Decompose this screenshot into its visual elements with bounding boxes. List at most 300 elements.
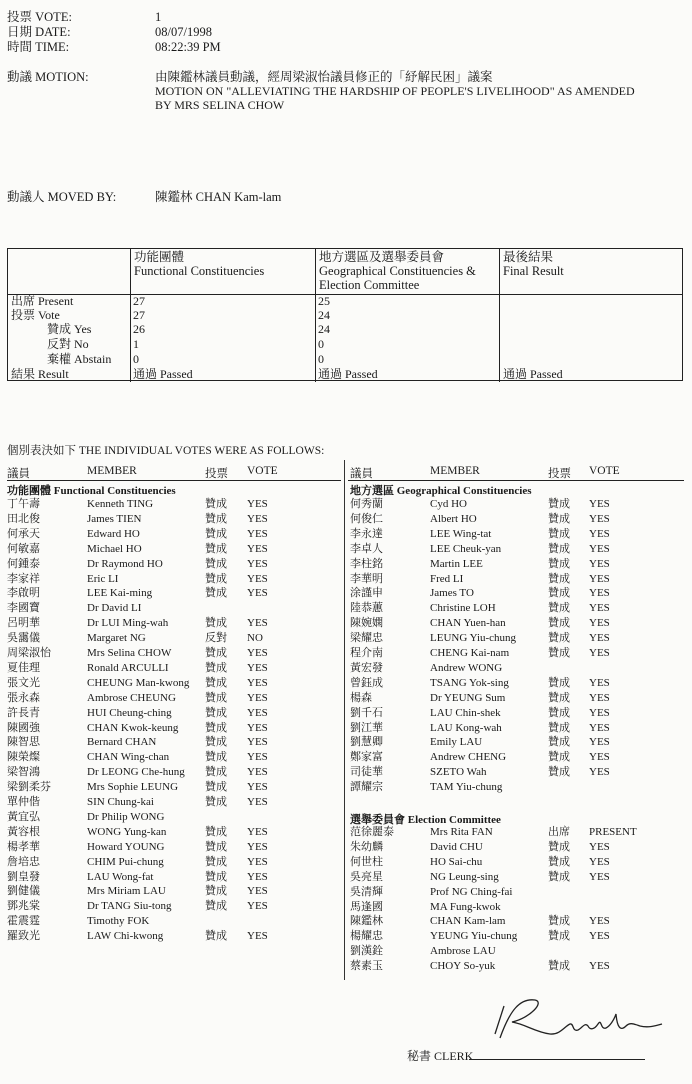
member-name-zh: 何承天: [7, 527, 40, 540]
member-name-zh: 司徒華: [350, 766, 383, 779]
gc-abstain: 0: [318, 352, 324, 366]
member-name-zh: 梁智鴻: [7, 766, 40, 779]
motion-title-en-cont: BY MRS SELINA CHOW: [155, 98, 285, 112]
member-name-en: Mrs Sophie LEUNG: [87, 781, 179, 794]
gc-vote: 24: [318, 308, 330, 322]
member-name-en: Mrs Miriam LAU: [87, 885, 166, 898]
member-name-en: Kenneth TING: [87, 498, 154, 510]
member-name-zh: 楊森: [350, 691, 372, 704]
member-name-zh: 馬逢國: [350, 900, 383, 913]
vote-row: [0, 542, 692, 557]
member-name-zh: 劉千石: [350, 706, 383, 719]
vote-en: YES: [247, 542, 268, 555]
col-fc-en: Functional Constituencies: [134, 264, 265, 278]
fc-result: 通過 Passed: [133, 367, 193, 381]
vote-en: YES: [247, 587, 268, 600]
member-name-en: SIN Chung-kai: [87, 796, 154, 808]
col-gc-en: Geographical Constituencies &: [319, 264, 476, 278]
vote-zh: 贊成: [548, 587, 570, 600]
right-col-member-zh: 議員: [350, 468, 373, 480]
vote-zh: 贊成: [205, 557, 227, 570]
member-name-en: TAM Yiu-chung: [430, 781, 503, 794]
vote-en: YES: [247, 706, 268, 719]
member-name-en: LEE Cheuk-yan: [430, 542, 502, 555]
vote-row: [0, 870, 692, 885]
vote-row: [0, 676, 692, 691]
member-name-en: Mrs Selina CHOW: [87, 647, 172, 659]
member-name-en: LAW Chi-kwong: [87, 930, 164, 943]
vote-en: YES: [247, 527, 268, 540]
clerk-signature-line: [469, 1059, 645, 1060]
vote-row: [0, 855, 692, 870]
final-result: 通過 Passed: [503, 367, 563, 381]
vote-zh: 贊成: [205, 855, 227, 868]
member-name-zh: 梁劉柔芬: [7, 781, 51, 794]
column-divider: [130, 248, 131, 382]
vote-zh: 贊成: [548, 840, 570, 853]
vote-en: YES: [589, 706, 610, 719]
right-col-vote-en: VOTE: [589, 465, 620, 477]
member-name-zh: 李華明: [350, 572, 383, 585]
gc-present: 25: [318, 294, 330, 308]
vote-en: YES: [247, 825, 268, 838]
motion-title-zh: 由陳鑑林議員動議，經周梁淑怡議員修正的「紓解民困」議案: [155, 70, 493, 84]
member-name-zh: 劉健儀: [7, 885, 40, 898]
vote-row: [0, 706, 692, 721]
member-name-zh: 陳婉嫻: [350, 617, 383, 630]
member-name-zh: 劉江華: [350, 721, 383, 734]
vote-en: YES: [589, 915, 610, 928]
vote-zh: 贊成: [548, 647, 570, 659]
vote-zh: 出席: [548, 826, 570, 838]
gc-yes: 24: [318, 322, 330, 336]
member-name-zh: 陸恭蕙: [350, 602, 383, 615]
member-name-en: NG Leung-sing: [430, 870, 499, 883]
vote-zh: 贊成: [548, 870, 570, 883]
vote-en: YES: [247, 870, 268, 883]
date-value: 08/07/1998: [155, 25, 212, 39]
vote-en: YES: [589, 498, 610, 510]
member-name-en: LAU Wong-fat: [87, 870, 154, 883]
vote-zh: 贊成: [205, 527, 227, 540]
vote-row: [0, 601, 692, 616]
vote-row: [0, 527, 692, 542]
member-name-en: CHEUNG Man-kwong: [87, 676, 190, 689]
col-gc-en-cont: Election Committee: [319, 278, 420, 292]
vote-en: YES: [247, 557, 268, 570]
vote-zh: 贊成: [548, 632, 570, 645]
member-name-zh: 鄭家富: [350, 751, 383, 764]
vote-en: YES: [247, 751, 268, 764]
vote-en: YES: [247, 840, 268, 853]
vote-en: YES: [589, 766, 610, 779]
member-name-zh: 何世柱: [350, 855, 383, 868]
vote-zh: 反對: [205, 632, 227, 645]
right-group-heading: 地方選區 Geographical Constituencies: [350, 485, 532, 497]
motion-label: 動議 MOTION:: [7, 70, 89, 84]
vote-row: [0, 661, 692, 676]
member-name-zh: 許長青: [7, 706, 40, 719]
row-yes-label: 贊成 Yes: [47, 322, 92, 336]
right-col-member-en: MEMBER: [430, 465, 480, 477]
member-name-zh: 劉漢銓: [350, 945, 383, 958]
vote-row: [0, 900, 692, 915]
vote-en: YES: [589, 602, 610, 615]
member-name-zh: 曾鈺成: [350, 676, 383, 689]
vote-en: YES: [247, 721, 268, 734]
vote-en: YES: [589, 721, 610, 734]
member-name-zh: 吳靄儀: [7, 632, 40, 645]
vote-en: PRESENT: [589, 826, 637, 838]
vote-en: YES: [247, 676, 268, 689]
member-name-zh: 楊耀忠: [350, 930, 383, 943]
left-col-vote-en: VOTE: [247, 465, 278, 477]
vote-en: YES: [247, 498, 268, 510]
vote-zh: 贊成: [548, 617, 570, 630]
member-name-zh: 何敏嘉: [7, 542, 40, 555]
gc-result: 通過 Passed: [318, 367, 378, 381]
member-name-zh: 鄧兆棠: [7, 900, 40, 913]
member-name-en: Margaret NG: [87, 632, 146, 645]
member-name-en: CHIM Pui-chung: [87, 855, 164, 868]
row-abstain-label: 棄權 Abstain: [47, 352, 112, 366]
vote-zh: 贊成: [548, 557, 570, 570]
vote-zh: 贊成: [548, 855, 570, 868]
vote-row: [0, 691, 692, 706]
member-name-zh: 陳鑑林: [350, 915, 383, 928]
vote-zh: 贊成: [205, 587, 227, 600]
gc-no: 0: [318, 337, 324, 351]
member-name-en: YEUNG Yiu-chung: [430, 930, 518, 943]
vote-zh: 贊成: [205, 676, 227, 689]
member-name-zh: 涂謹申: [350, 587, 383, 600]
vote-en: YES: [589, 617, 610, 630]
vote-zh: 贊成: [548, 527, 570, 540]
vote-en: YES: [589, 632, 610, 645]
vote-row: [0, 765, 692, 780]
member-name-zh: 羅致光: [7, 930, 40, 943]
vote-row: [0, 616, 692, 631]
vote-en: YES: [589, 542, 610, 555]
member-name-en: Andrew WONG: [430, 661, 503, 674]
member-name-en: Dr LUI Ming-wah: [87, 617, 169, 630]
vote-row: [0, 914, 692, 929]
vote-zh: 贊成: [548, 751, 570, 764]
vote-zh: 贊成: [205, 498, 227, 510]
vote-en: YES: [589, 930, 610, 943]
time-label: 時間 TIME:: [7, 40, 70, 54]
left-col-member-zh: 議員: [7, 468, 30, 480]
vote-en: YES: [247, 796, 268, 808]
row-result-label: 結果 Result: [11, 367, 69, 381]
row-no-label: 反對 No: [47, 337, 89, 351]
vote-zh: 贊成: [548, 766, 570, 779]
vote-zh: 贊成: [205, 796, 227, 808]
col-gc-zh: 地方選區及選舉委員會: [319, 250, 445, 264]
member-name-en: MA Fung-kwok: [430, 900, 501, 913]
column-divider: [315, 248, 316, 382]
member-name-en: SZETO Wah: [430, 766, 487, 779]
vote-zh: 贊成: [205, 751, 227, 764]
member-name-en: LEE Wing-tat: [430, 527, 492, 540]
col-fc-zh: 功能團體: [134, 250, 185, 264]
member-name-zh: 李啟明: [7, 587, 40, 600]
vote-row: [0, 795, 692, 810]
vote-row: [0, 646, 692, 661]
moved-by-label: 動議人 MOVED BY:: [7, 190, 117, 204]
member-name-en: CHAN Wing-chan: [87, 751, 170, 764]
fc-no: 1: [133, 337, 139, 351]
member-name-zh: 陳榮燦: [7, 751, 40, 764]
member-name-zh: 何鍾泰: [7, 557, 40, 570]
vote-zh: 贊成: [205, 617, 227, 630]
vote-row: [0, 944, 692, 959]
member-name-en: LEUNG Yiu-chung: [430, 632, 517, 645]
right-group2-heading: 選舉委員會 Election Committee: [350, 814, 501, 826]
member-name-zh: 黃宜弘: [7, 810, 40, 823]
vote-zh: 贊成: [205, 930, 227, 943]
member-name-zh: 何俊仁: [350, 512, 383, 525]
vote-en: YES: [589, 870, 610, 883]
member-name-zh: 吳清輝: [350, 885, 383, 898]
vote-zh: 贊成: [205, 900, 227, 913]
member-name-zh: 程介南: [350, 647, 383, 659]
vote-zh: 贊成: [205, 691, 227, 704]
vote-zh: 贊成: [548, 542, 570, 555]
member-name-zh: 呂明華: [7, 617, 40, 630]
member-name-zh: 蔡素玉: [350, 960, 383, 973]
member-name-zh: 李柱銘: [350, 557, 383, 570]
member-name-en: Dr LEONG Che-hung: [87, 766, 185, 779]
member-name-en: LAU Chin-shek: [430, 706, 501, 719]
member-name-zh: 李家祥: [7, 572, 40, 585]
vote-en: YES: [247, 691, 268, 704]
column-divider: [499, 248, 500, 382]
member-name-en: Dr Philip WONG: [87, 810, 165, 823]
member-name-en: James TIEN: [87, 512, 142, 525]
member-name-en: CHENG Kai-nam: [430, 647, 510, 659]
vote-row: [0, 825, 692, 840]
member-name-zh: 梁耀忠: [350, 632, 383, 645]
member-name-zh: 劉皇發: [7, 870, 40, 883]
vote-en: YES: [247, 855, 268, 868]
vote-row: [0, 497, 692, 512]
member-name-en: CHAN Kwok-keung: [87, 721, 179, 734]
member-name-en: Andrew CHENG: [430, 751, 507, 764]
vote-row: [0, 840, 692, 855]
right-header-rule: [348, 480, 684, 481]
vote-zh: 贊成: [548, 512, 570, 525]
left-col-member-en: MEMBER: [87, 465, 137, 477]
motion-title-en: MOTION ON "ALLEVIATING THE HARDSHIP OF PEOPLE'S LIVELIHOOD" AS AMENDED: [155, 84, 635, 98]
vote-en: YES: [247, 766, 268, 779]
member-name-zh: 何秀蘭: [350, 498, 383, 510]
member-name-zh: 譚耀宗: [350, 781, 383, 794]
vote-row: [0, 750, 692, 765]
row-present-label: 出席 Present: [11, 294, 74, 308]
member-name-en: Timothy FOK: [87, 915, 150, 928]
member-name-zh: 楊孝華: [7, 840, 40, 853]
vote-zh: 贊成: [205, 647, 227, 659]
fc-abstain: 0: [133, 352, 139, 366]
member-name-en: David CHU: [430, 840, 483, 853]
member-name-en: Prof NG Ching-fai: [430, 885, 513, 898]
vote-value: 1: [155, 10, 162, 24]
vote-zh: 贊成: [205, 721, 227, 734]
vote-zh: 贊成: [205, 781, 227, 794]
member-name-zh: 范徐麗泰: [350, 826, 394, 838]
member-name-en: CHOY So-yuk: [430, 960, 496, 973]
vote-en: YES: [589, 647, 610, 659]
member-name-en: Fred LI: [430, 572, 464, 585]
member-name-zh: 霍震霆: [7, 915, 40, 928]
right-col-vote-zh: 投票: [548, 468, 571, 480]
vote-zh: 贊成: [548, 721, 570, 734]
member-name-en: TSANG Yok-sing: [430, 676, 509, 689]
clerk-label: 秘書 CLERK: [407, 1049, 474, 1063]
vote-label: 投票 VOTE:: [7, 10, 72, 24]
summary-table: [7, 248, 683, 382]
left-header-rule: [7, 480, 341, 481]
member-name-en: Dr David LI: [87, 602, 142, 615]
vote-en: YES: [247, 930, 268, 943]
member-name-en: Dr TANG Siu-tong: [87, 900, 172, 913]
member-name-en: LAU Kong-wah: [430, 721, 502, 734]
member-name-zh: 李國寶: [7, 602, 40, 615]
vote-row: [0, 735, 692, 750]
vote-en: YES: [247, 900, 268, 913]
vote-zh: 贊成: [548, 930, 570, 943]
member-name-en: Ronald ARCULLI: [87, 661, 169, 674]
member-name-en: Dr YEUNG Sum: [430, 691, 506, 704]
member-name-en: Eric LI: [87, 572, 119, 585]
vote-row: [0, 885, 692, 900]
vote-row: [0, 512, 692, 527]
vote-row: [0, 959, 692, 974]
member-name-en: CHAN Yuen-han: [430, 617, 506, 630]
vote-row: [0, 721, 692, 736]
vote-row: [0, 929, 692, 944]
member-name-zh: 周梁淑怡: [7, 647, 51, 659]
member-name-zh: 劉慧卿: [350, 736, 383, 749]
vote-en: YES: [589, 840, 610, 853]
member-name-zh: 張文光: [7, 676, 40, 689]
left-group-heading: 功能團體 Functional Constituencies: [7, 485, 176, 497]
member-name-en: Martin LEE: [430, 557, 483, 570]
vote-zh: 贊成: [205, 542, 227, 555]
vote-en: YES: [247, 512, 268, 525]
member-name-en: WONG Yung-kan: [87, 825, 167, 838]
vote-zh: 贊成: [548, 676, 570, 689]
vote-zh: 贊成: [205, 885, 227, 898]
member-name-zh: 陳國強: [7, 721, 40, 734]
vote-en: YES: [247, 617, 268, 630]
member-name-en: Michael HO: [87, 542, 142, 555]
vote-zh: 贊成: [205, 512, 227, 525]
vote-zh: 贊成: [205, 572, 227, 585]
member-name-zh: 李永達: [350, 527, 383, 540]
member-name-en: CHAN Kam-lam: [430, 915, 506, 928]
member-name-en: Dr Raymond HO: [87, 557, 163, 570]
vote-en: YES: [589, 855, 610, 868]
vote-zh: 贊成: [548, 706, 570, 719]
fc-yes: 26: [133, 322, 145, 336]
member-name-zh: 詹培忠: [7, 855, 40, 868]
member-name-zh: 張永森: [7, 691, 40, 704]
vote-en: YES: [589, 691, 610, 704]
vote-en: YES: [589, 572, 610, 585]
fc-vote: 27: [133, 308, 145, 322]
member-name-en: Bernard CHAN: [87, 736, 157, 749]
member-name-zh: 吳亮星: [350, 870, 383, 883]
moved-by-value: 陳鑑林 CHAN Kam-lam: [155, 190, 282, 204]
clerk-signature: [490, 990, 665, 1045]
votes-intro: 個別表決如下 THE INDIVIDUAL VOTES WERE AS FOLLOWS:: [7, 445, 325, 457]
time-value: 08:22:39 PM: [155, 40, 221, 54]
vote-zh: 贊成: [548, 736, 570, 749]
vote-en: YES: [247, 661, 268, 674]
col-final-zh: 最後結果: [503, 250, 554, 264]
member-name-en: Albert HO: [430, 512, 477, 525]
member-name-en: Ambrose CHEUNG: [87, 691, 176, 704]
vote-zh: 贊成: [548, 960, 570, 973]
member-name-zh: 單仲偕: [7, 796, 40, 808]
vote-row: [0, 557, 692, 572]
member-name-en: Ambrose LAU: [430, 945, 496, 958]
vote-row: [0, 631, 692, 646]
member-name-en: HO Sai-chu: [430, 855, 483, 868]
member-name-en: James TO: [430, 587, 474, 600]
vote-en: YES: [589, 587, 610, 600]
vote-en: YES: [589, 751, 610, 764]
left-col-vote-zh: 投票: [205, 468, 228, 480]
vote-zh: 贊成: [205, 870, 227, 883]
fc-present: 27: [133, 294, 145, 308]
vote-en: YES: [589, 960, 610, 973]
vote-zh: 贊成: [205, 661, 227, 674]
member-name-en: LEE Kai-ming: [87, 587, 153, 600]
member-name-zh: 黃容根: [7, 825, 40, 838]
member-name-zh: 黃宏發: [350, 661, 383, 674]
vote-row: [0, 586, 692, 601]
vote-en: YES: [247, 647, 268, 659]
vote-en: YES: [589, 527, 610, 540]
vote-en: YES: [247, 781, 268, 794]
vote-en: NO: [247, 632, 263, 645]
col-final-en: Final Result: [503, 264, 564, 278]
member-name-zh: 夏佳理: [7, 661, 40, 674]
vote-en: YES: [247, 736, 268, 749]
vote-en: YES: [247, 885, 268, 898]
vote-zh: 贊成: [205, 736, 227, 749]
vote-zh: 贊成: [205, 840, 227, 853]
vote-zh: 贊成: [548, 691, 570, 704]
vote-zh: 贊成: [548, 915, 570, 928]
row-vote-label: 投票 Vote: [11, 308, 60, 322]
vote-zh: 贊成: [548, 498, 570, 510]
vote-en: YES: [589, 557, 610, 570]
vote-zh: 贊成: [205, 825, 227, 838]
vote-zh: 贊成: [205, 766, 227, 779]
member-name-en: Howard YOUNG: [87, 840, 165, 853]
vote-en: YES: [247, 572, 268, 585]
member-name-zh: 陳智思: [7, 736, 40, 749]
member-name-en: HUI Cheung-ching: [87, 706, 172, 719]
member-name-en: Mrs Rita FAN: [430, 826, 493, 838]
member-name-zh: 丁午壽: [7, 498, 40, 510]
member-name-zh: 李卓人: [350, 542, 383, 555]
date-label: 日期 DATE:: [7, 25, 71, 39]
